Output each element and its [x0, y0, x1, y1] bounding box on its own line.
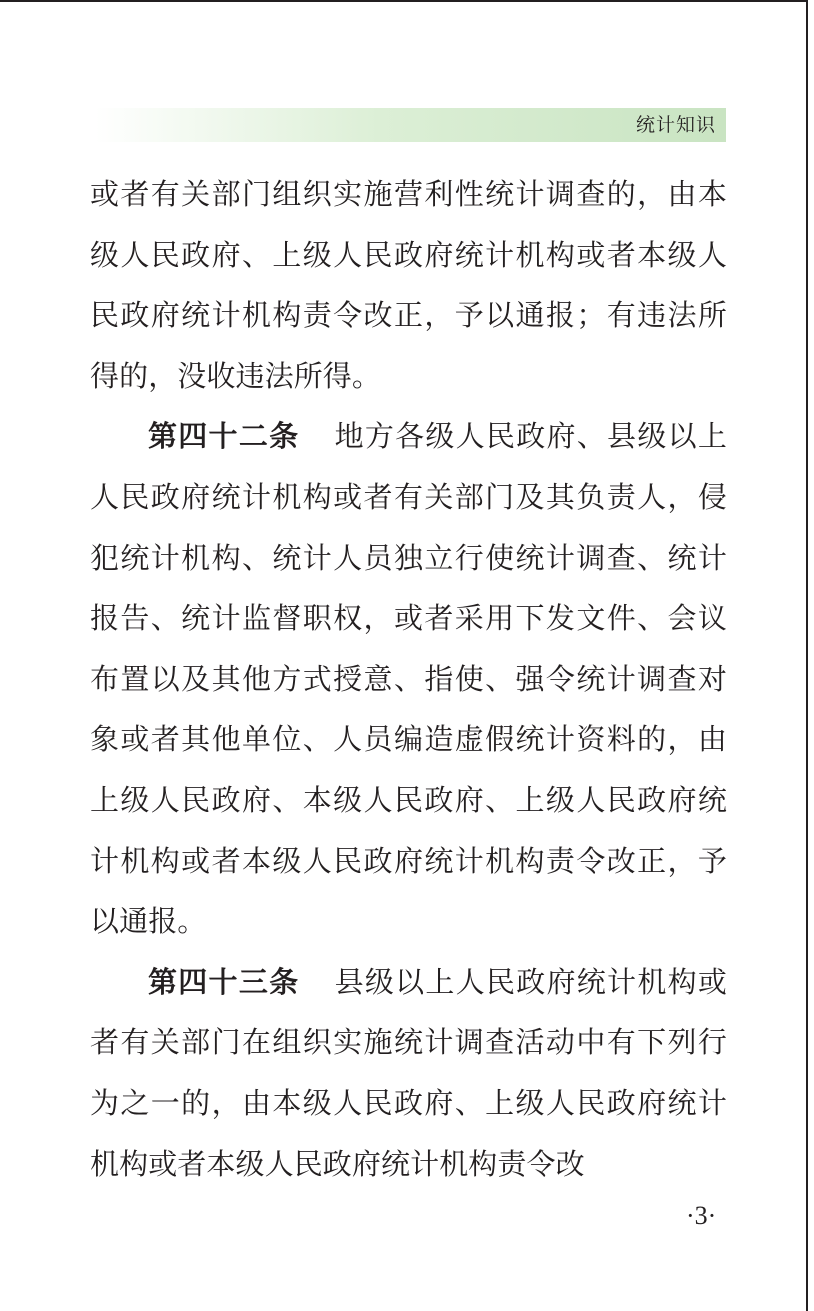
article-42-title: 第四十二条 [148, 419, 300, 454]
paragraph-continuation: 或者有关部门组织实施营利性统计调查的，由本级人民政府、上级人民政府统计机构或者本级人民政府统计机构责令改正，予以通报；有违法所得的，没收违法所得。 [90, 177, 727, 393]
section-label: 统计知识 [635, 114, 716, 136]
section-header-band [95, 108, 726, 142]
body-text [90, 164, 727, 1194]
article-42 [90, 406, 727, 951]
article-43 [90, 952, 727, 1194]
page-number: ·3· [686, 1201, 717, 1230]
article-43-title: 第四十三条 [148, 964, 300, 999]
article-42-text: 地方各级人民政府、县级以上人民政府统计机构或者有关部门及其负责人，侵犯统计机构、统计人员独立行使统计调查、统计报告、统计监督职权，或者采用下发文件、会议布置以及其他方式授意、指使、强令统计调查对象或者其他单位、人员编造虚假统计资料的，由上级人民政府、本级人民政府、上级人民政府统计机构或者本级人民政府统计机构责令改正，予以通报。 [90, 419, 727, 939]
article-43-text: 县级以上人民政府统计机构或者有关部门在组织实施统计调查活动中有下列行为之一的，由本级人民政府、上级人民政府统计机构或者本级人民政府统计机构责令改 [90, 964, 727, 1181]
